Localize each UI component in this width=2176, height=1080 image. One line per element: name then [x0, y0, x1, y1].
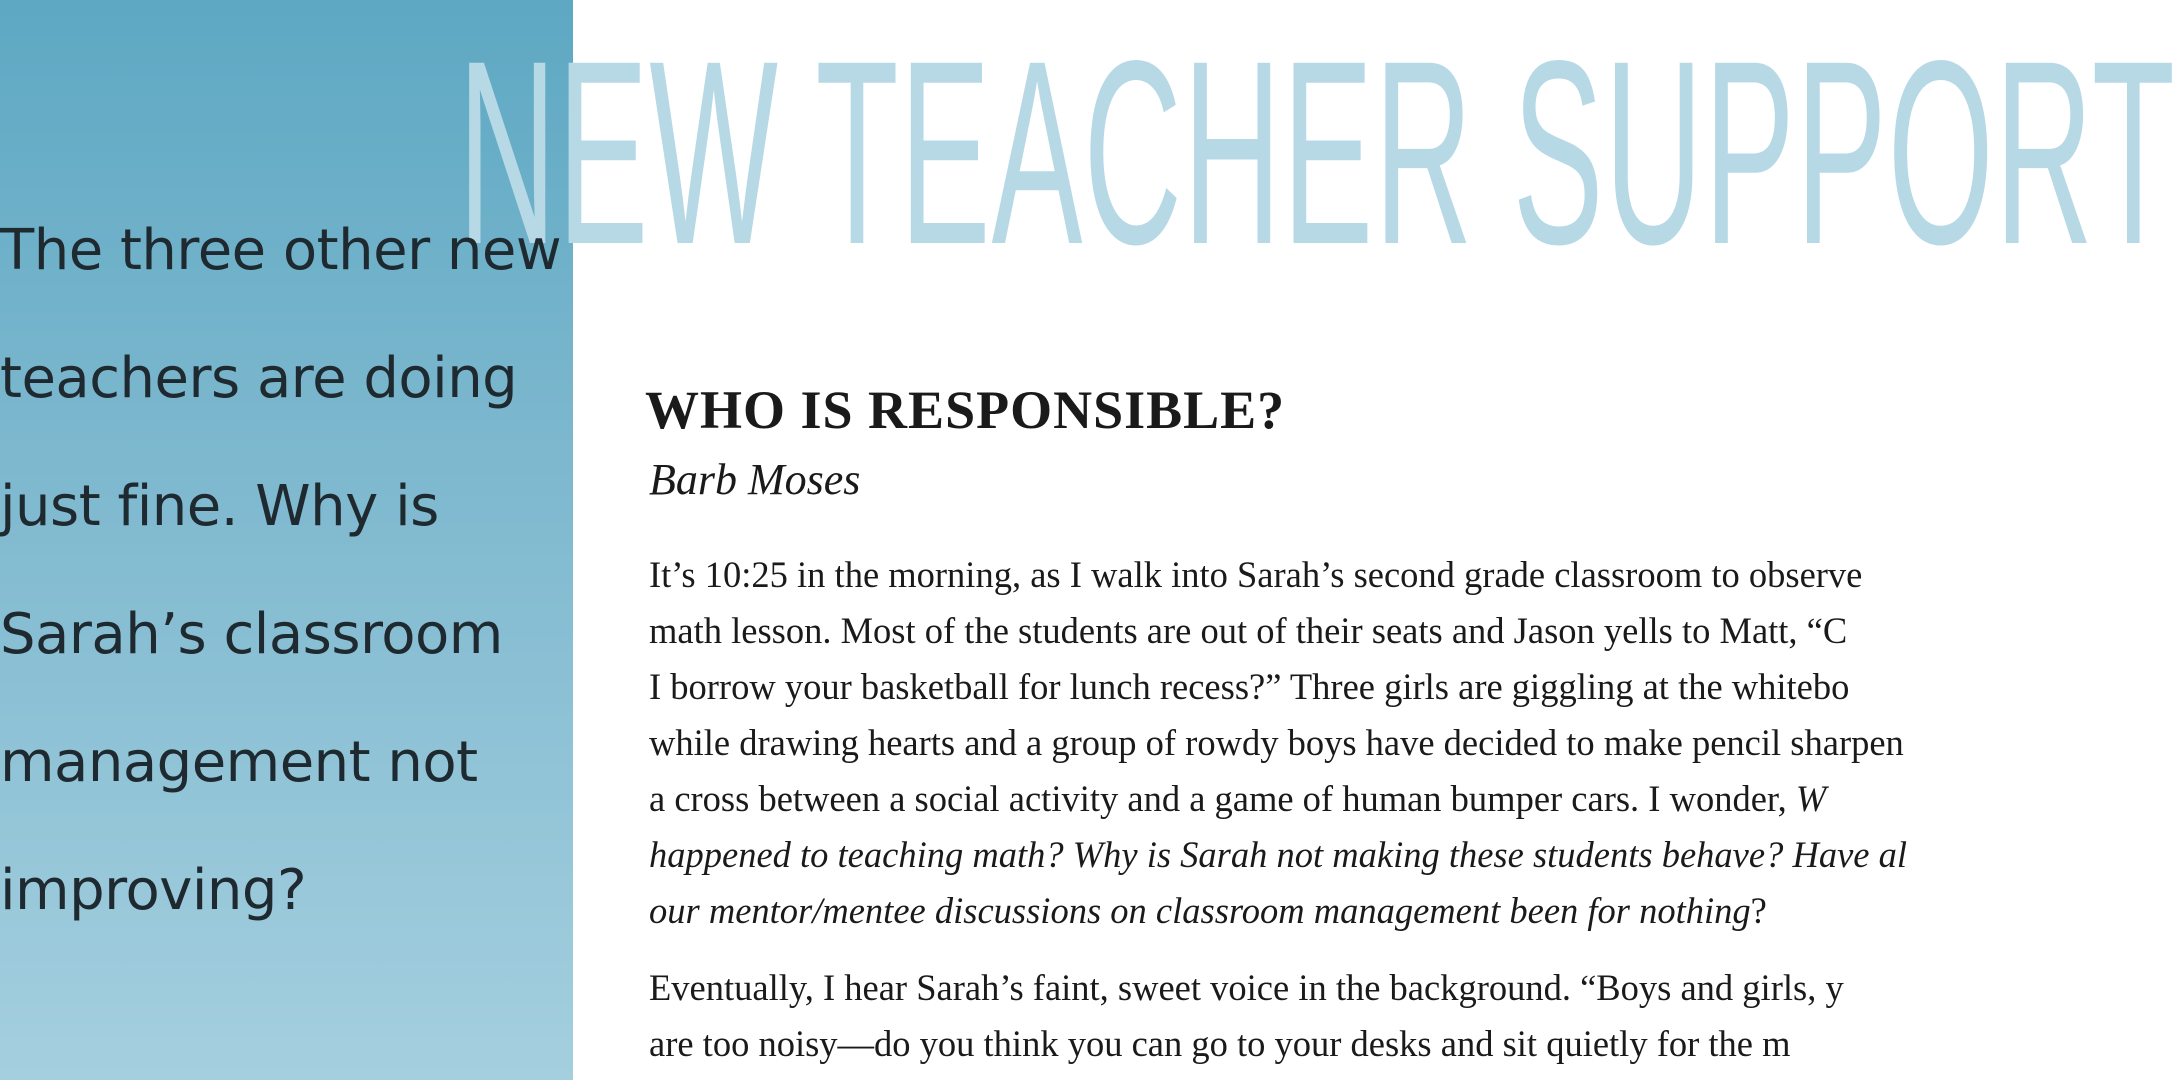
- article-title: WHO IS RESPONSIBLE?: [645, 380, 1286, 440]
- pull-quote: The three other new teachers are doing just fine. Why is Sarah’s classroom management not improving?: [0, 218, 562, 923]
- italic-segment: our mentor/mentee discussions on classroom management been for nothing: [649, 890, 1751, 931]
- text-segment: ?: [1750, 890, 1767, 931]
- text-segment: a cross between a social activity and a game of human bumper cars. I wonder,: [649, 778, 1796, 819]
- text-line: I borrow your basketball for lunch recess?” Three girls are giggling at the whitebo: [649, 666, 1850, 707]
- text-line: Eventually, I hear Sarah’s faint, sweet voice in the background. “Boys and girls, y: [649, 967, 1844, 1008]
- article-author: Barb Moses: [649, 455, 861, 504]
- text-line: [649, 771, 1945, 827]
- article-paragraph-2: [649, 960, 1945, 1072]
- banner-title: NEW TEACHER SUPPORT: [458, 6, 2176, 299]
- text-line: [649, 827, 1945, 883]
- text-line: while drawing hearts and a group of rowdy boys have decided to make pencil sharpen: [649, 722, 1904, 763]
- italic-segment: happened to teaching math? Why is Sarah not making these students behave? Have al: [649, 834, 1907, 875]
- text-line: It’s 10:25 in the morning, as I walk into Sarah’s second grade classroom to observe: [649, 554, 1863, 595]
- text-line: [649, 883, 1945, 939]
- article-paragraph-1: [649, 547, 1945, 939]
- italic-segment: W: [1795, 778, 1827, 819]
- text-line: are too noisy—do you think you can go to your desks and sit quietly for the m: [649, 1023, 1791, 1064]
- text-line: math lesson. Most of the students are out of their seats and Jason yells to Matt, “C: [649, 610, 1848, 651]
- article: [645, 380, 1945, 1072]
